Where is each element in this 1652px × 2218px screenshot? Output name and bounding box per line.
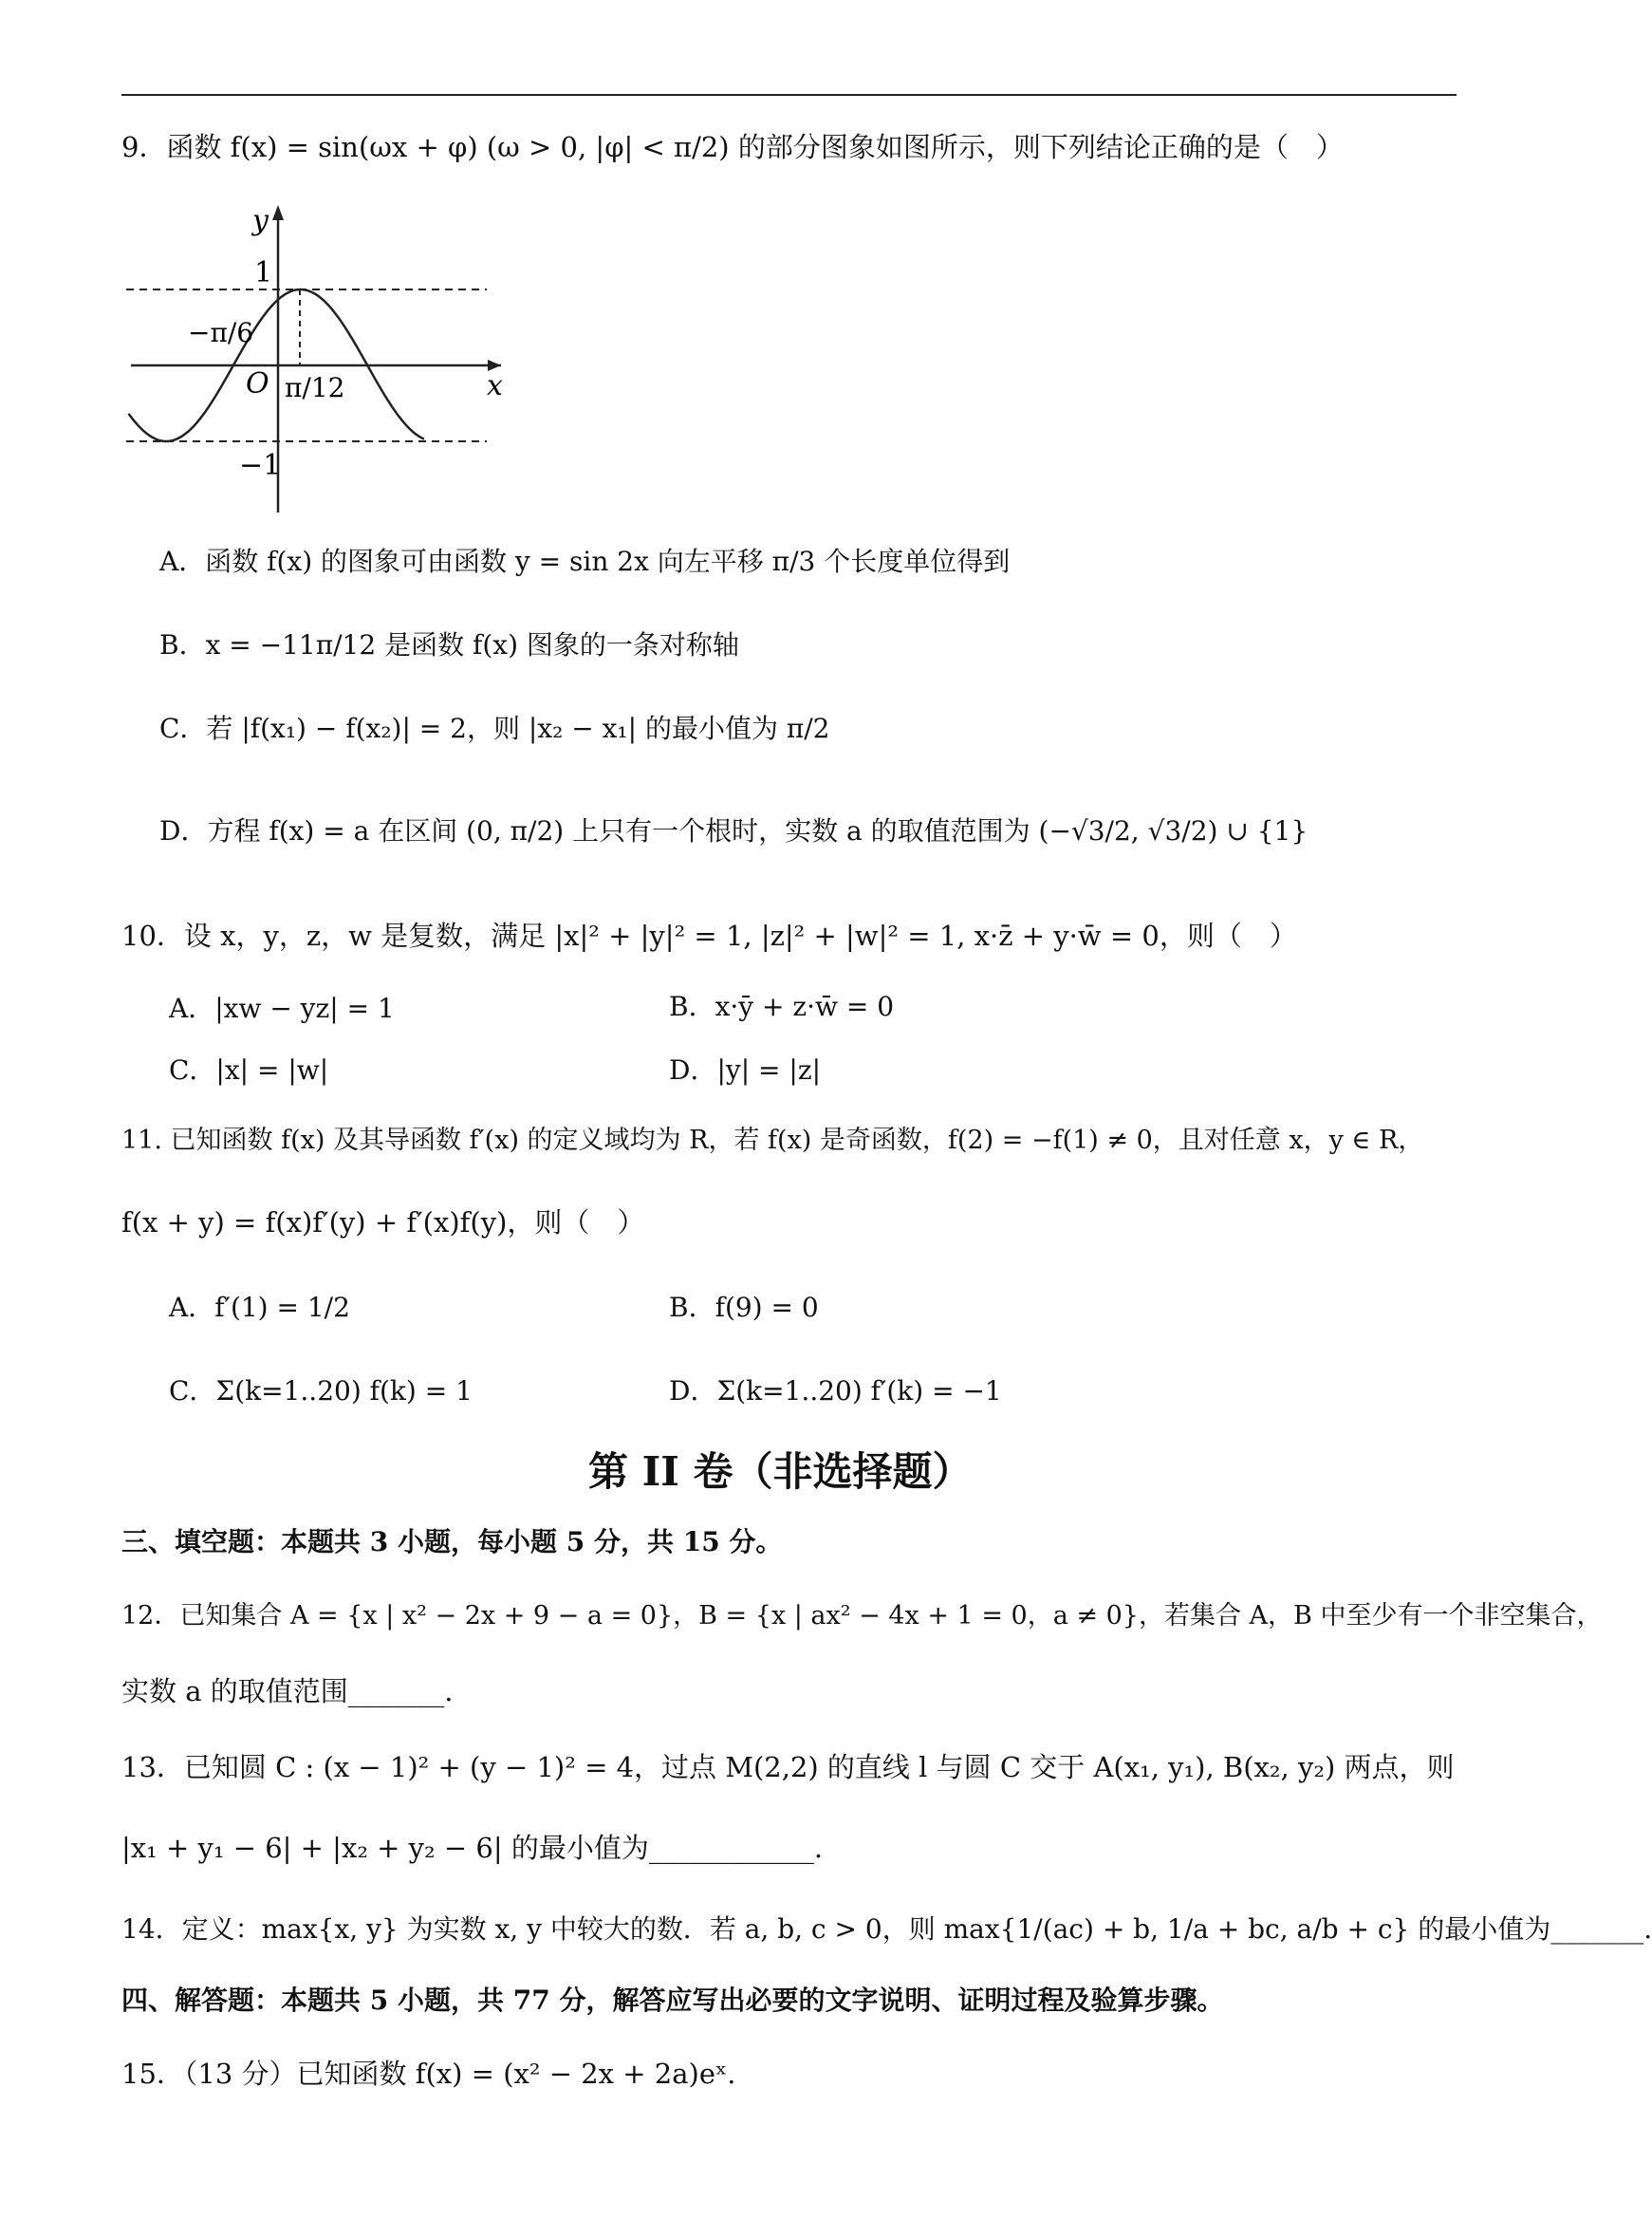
q11-option-c: C．Σ(k=1..20) f(k) = 1 xyxy=(169,1375,473,1407)
q12-line2: 实数 a 的取值范围_______. xyxy=(121,1675,454,1707)
q9-option-a: A．函数 f(x) 的图象可由函数 y = sin 2x 向左平移 π/3 个长度单位得到 xyxy=(159,546,1011,577)
section3-heading: 三、填空题：本题共 3 小题，每小题 5 分，共 15 分。 xyxy=(121,1526,783,1557)
section4-heading: 四、解答题：本题共 5 小题，共 77 分，解答应写出必要的文字说明、证明过程及验算步骤。 xyxy=(121,1985,1224,2016)
part2-title: 第 II 卷（非选择题） xyxy=(588,1448,973,1495)
q13-line1: 13．已知圆 C : (x − 1)² + (y − 1)² = 4，过点 M(2,2) 的直线 l 与圆 C 交于 A(x₁, y₁), B(x₂, y₂) 两点，则 xyxy=(121,1751,1455,1783)
top-rule xyxy=(121,94,1457,96)
q14-line: 14．定义：max{x, y} 为实数 x, y 中较大的数．若 a, b, c > 0，则 max{1/(ac) + b, 1/a + bc, a/b + c} 的最小值为_______. xyxy=(121,1913,1652,1945)
q13-line2: |x₁ + y₁ − 6| + |x₂ + y₂ − 6| 的最小值为____________. xyxy=(121,1832,824,1864)
q9-option-c: C．若 |f(x₁) − f(x₂)| = 2，则 |x₂ − x₁| 的最小值为 π/2 xyxy=(159,713,830,744)
q12-line1: 12．已知集合 A = {x | x² − 2x + 9 − a = 0}，B = {x | ax² − 4x + 1 = 0，a ≠ 0}，若集合 A，B 中至少有一个非空集合， xyxy=(121,1601,1603,1631)
left-zero-label: −π/6 xyxy=(188,317,254,348)
peak-x-label: π/12 xyxy=(285,372,345,403)
origin-label: O xyxy=(246,367,269,401)
q9-option-b: B．x = −11π/12 是函数 f(x) 图象的一条对称轴 xyxy=(159,629,739,661)
q9-option-d: D．方程 f(x) = a 在区间 (0, π/2) 上只有一个根时，实数 a 的取值范围为 (−√3/2, √3/2) ∪ {1} xyxy=(159,815,1309,847)
q10-option-a: A．|xw − yz| = 1 xyxy=(169,993,395,1024)
q11-stem-line2: f(x + y) = f(x)f′(y) + f′(x)f(y)，则（ ） xyxy=(121,1206,645,1239)
q9-stem: 9．函数 f(x) = sin(ωx + φ) (ω > 0, |φ| < π/2) 的部分图象如图所示，则下列结论正确的是（ ） xyxy=(121,131,1344,163)
q15-line: 15．（13 分）已知函数 f(x) = (x² − 2x + 2a)eˣ. xyxy=(121,2058,736,2090)
q11-stem-line1: 11. 已知函数 f(x) 及其导函数 f′(x) 的定义域均为 R，若 f(x) 是奇函数，f(2) = −f(1) ≠ 0，且对任意 x，y ∈ R， xyxy=(121,1126,1424,1155)
q11-option-a: A．f′(1) = 1/2 xyxy=(169,1292,350,1323)
q10-stem: 10．设 x，y，z，w 是复数，满足 |x|² + |y|² = 1, |z|² + |w|² = 1, x·z̄ + y·w̄ = 0，则（ ） xyxy=(121,920,1297,952)
q9-sine-graph xyxy=(121,199,501,513)
y-min-label: −1 xyxy=(239,449,282,482)
y-axis-arrow xyxy=(272,205,284,220)
y-axis-label: y xyxy=(252,204,269,237)
q11-option-d: D．Σ(k=1..20) f′(k) = −1 xyxy=(669,1375,1002,1407)
y-max-label: 1 xyxy=(254,256,273,289)
q10-option-b: B．x·ȳ + z·w̄ = 0 xyxy=(669,991,895,1022)
q10-option-d: D．|y| = |z| xyxy=(669,1054,822,1086)
q10-option-c: C．|x| = |w| xyxy=(169,1054,329,1086)
q11-option-b: B．f(9) = 0 xyxy=(669,1292,819,1323)
x-axis-label: x xyxy=(487,369,503,402)
